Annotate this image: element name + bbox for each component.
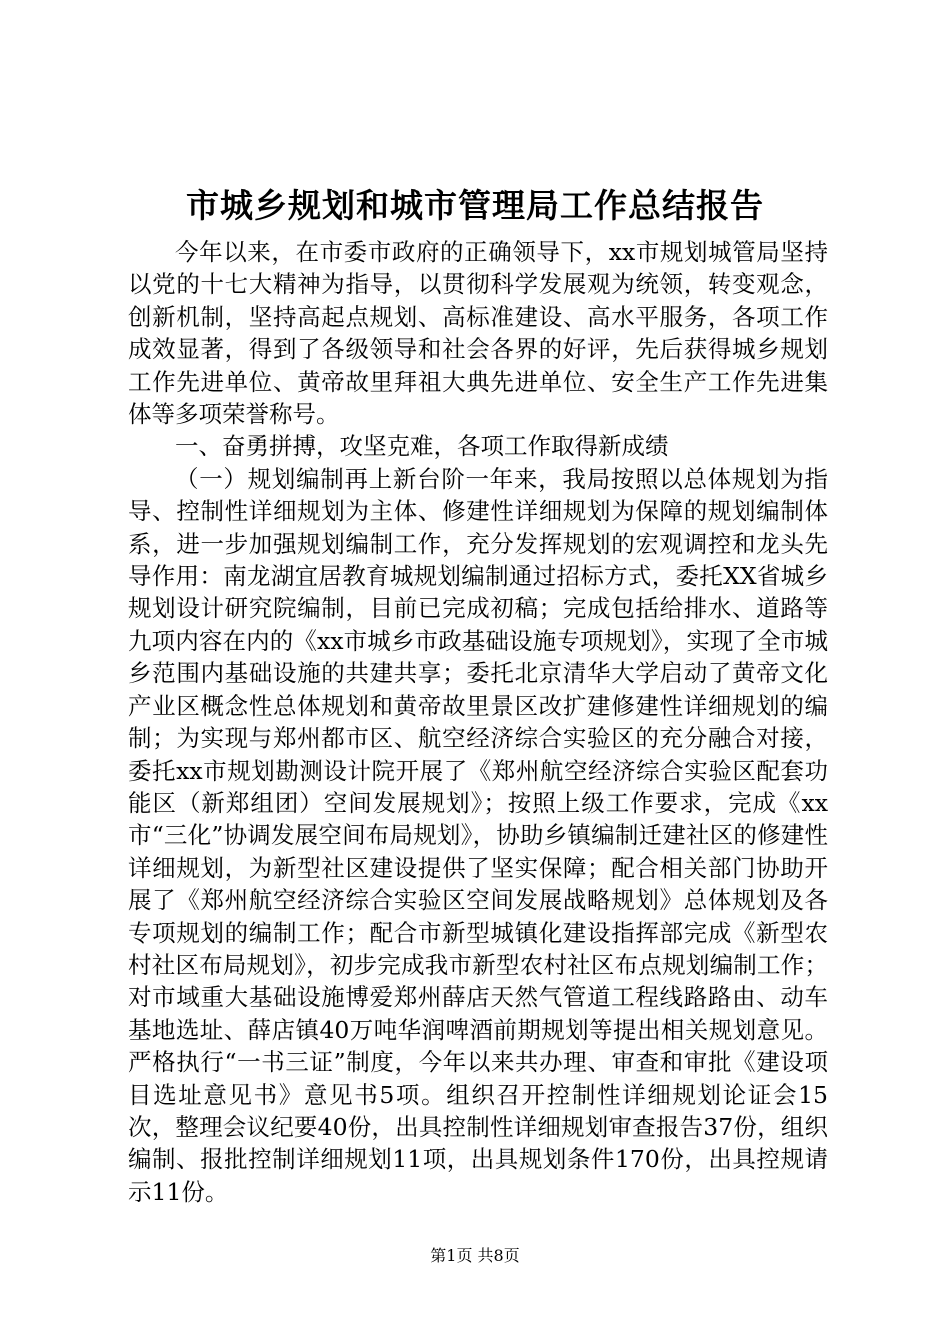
document-title: 市城乡规划和城市管理局工作总结报告 [186,186,764,225]
paragraph-planning: （一）规划编制再上新台阶一年来，我局按照以总体规划为指导、控制性详细规划为主体、修建性详细规划为保障的规划编制体系，进一步加强规划编制工作，充分发挥规划的宏观调控和龙头先导作用：南龙湖宜居教育城规划编制通过招标方式，委托XX省城乡规划设计研究院编制，目前已完成初稿；完成包括给排水、道路等九项内容在内的《xx市城乡市政基础设施专项规划》，实现了全市城乡范围内基础设施的共建共享；委托北京清华大学启动了黄帝文化产业区概念性总体规划和黄帝故里景区改扩建修建性详细规划的编制；为实现与郑州都市区、航空经济综合实验区的充分融合对接，委托xx市规划勘测设计院开展了《郑州航空经济综合实验区配套功能区（新郑组团）空间发展规划》；按照上级工作要求，完成《xx市“三化”协调发展空间布局规划》，协助乡镇编制迁建社区的修建性详细规划，为新型社区建设提供了坚实保障；配合相关部门协助开展了《郑州航空经济综合实验区空间发展战略规划》总体规划及各专项规划的编制工作；配合市新型城镇化建设指挥部完成《新型农村社区布局规划》，初步完成我市新型农村社区布点规划编制工作；对市域重大基础设施博爱郑州薛店天然气管道工程线路路由、动车基地选址、薛店镇40万吨华润啤酒前期规划等提出相关规划意见。严格执行“一书三证”制度，今年以来共办理、审查和审批《建设项目选址意见书》意见书5项。组织召开控制性详细规划论证会15次，整理会议纪要40份，出具控制性详细规划审查报告37份，组织编制、报批控制详细规划11项，出具规划条件170份，出具控规请示11份。 [128,464,828,1206]
section-heading: 一、奋勇拼搏，攻坚克难，各项工作取得新成绩 [175,432,669,461]
document-body [128,236,828,1208]
page-number-footer: 第1页 共8页 [430,1246,520,1265]
paragraph-intro: 今年以来，在市委市政府的正确领导下，xx市规划城管局坚持以党的十七大精神为指导，以贯彻科学发展观为统领，转变观念，创新机制，坚持高起点规划、高标准建设、高水平服务，各项工作成效显著，得到了各级领导和社会各界的好评，先后获得城乡规划工作先进单位、黄帝故里拜祖大典先进单位、安全生产工作先进集体等多项荣誉称号。 [128,238,828,429]
